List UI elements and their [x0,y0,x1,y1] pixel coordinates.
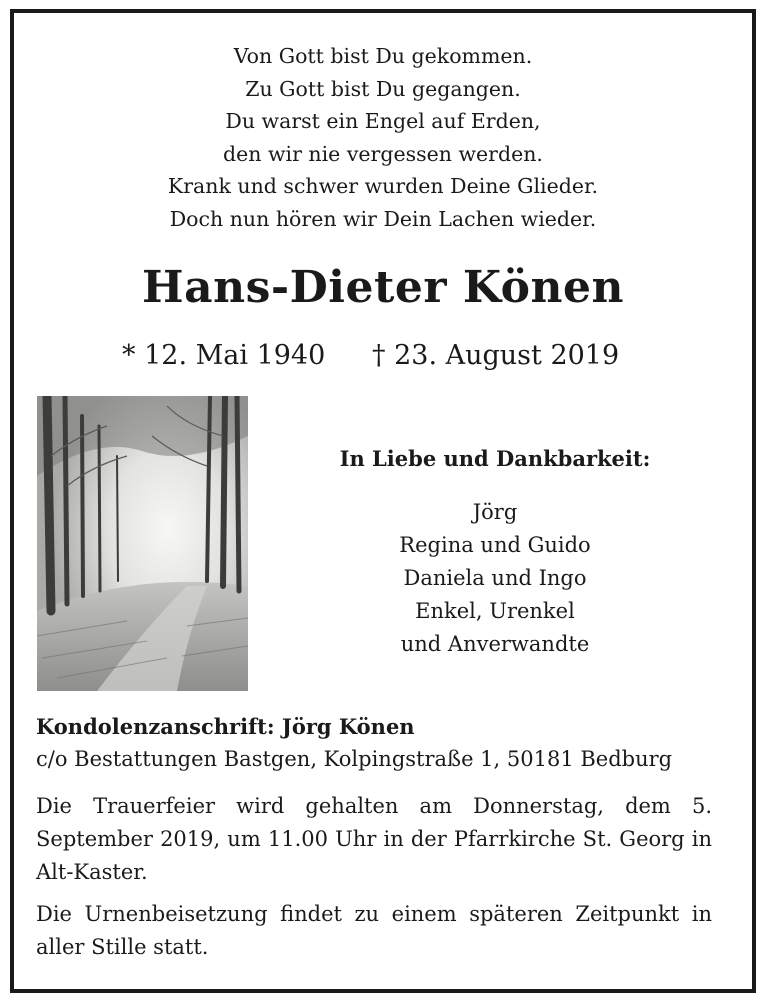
mourner-name: Regina und Guido [399,533,591,557]
mourner-name: Jörg [472,500,518,524]
birth-date: * 12. Mai 1940 [122,340,326,371]
condolence-label: Kondolenzanschrift: Jörg Könen [36,714,415,739]
poem-line: Du warst ein Engel auf Erden, [225,109,541,133]
mourners-list [250,496,740,661]
thanks-heading: In Liebe und Dankbarkeit: [339,446,651,471]
poem-line: den wir nie vergessen werden. [223,141,543,166]
condolence-address: c/o Bestattungen Bastgen, Kolpingstraße 1, 50181 Bedburg [36,747,673,771]
poem-line: Von Gott bist Du gekommen. [233,44,533,68]
mourner-name: und Anverwandte [400,632,590,656]
poem [0,40,766,235]
funeral-service-text: Die Trauerfeier wird gehalten am Donnerstag, dem 5. September 2019, um 11.00 Uhr in der Pfarrkirche St. Georg in Alt-Kaster. [36,794,712,884]
poem-line: Doch nun hören wir Dein Lachen wieder. [169,206,597,231]
mourner-name: Daniela und Ingo [403,566,587,590]
mourner-name: Enkel, Urenkel [415,599,575,623]
poem-line: Krank und schwer wurden Deine Glieder. [167,174,599,198]
forest-path-photo [37,396,248,691]
poem-line: Zu Gott bist Du gegangen. [245,76,521,101]
death-date: † 23. August 2019 [372,340,620,371]
urn-burial-text: Die Urnenbeisetzung findet zu einem späteren Zeitpunkt in aller Stille statt. [36,902,712,959]
deceased-name: Hans-Dieter Könen [142,262,624,313]
